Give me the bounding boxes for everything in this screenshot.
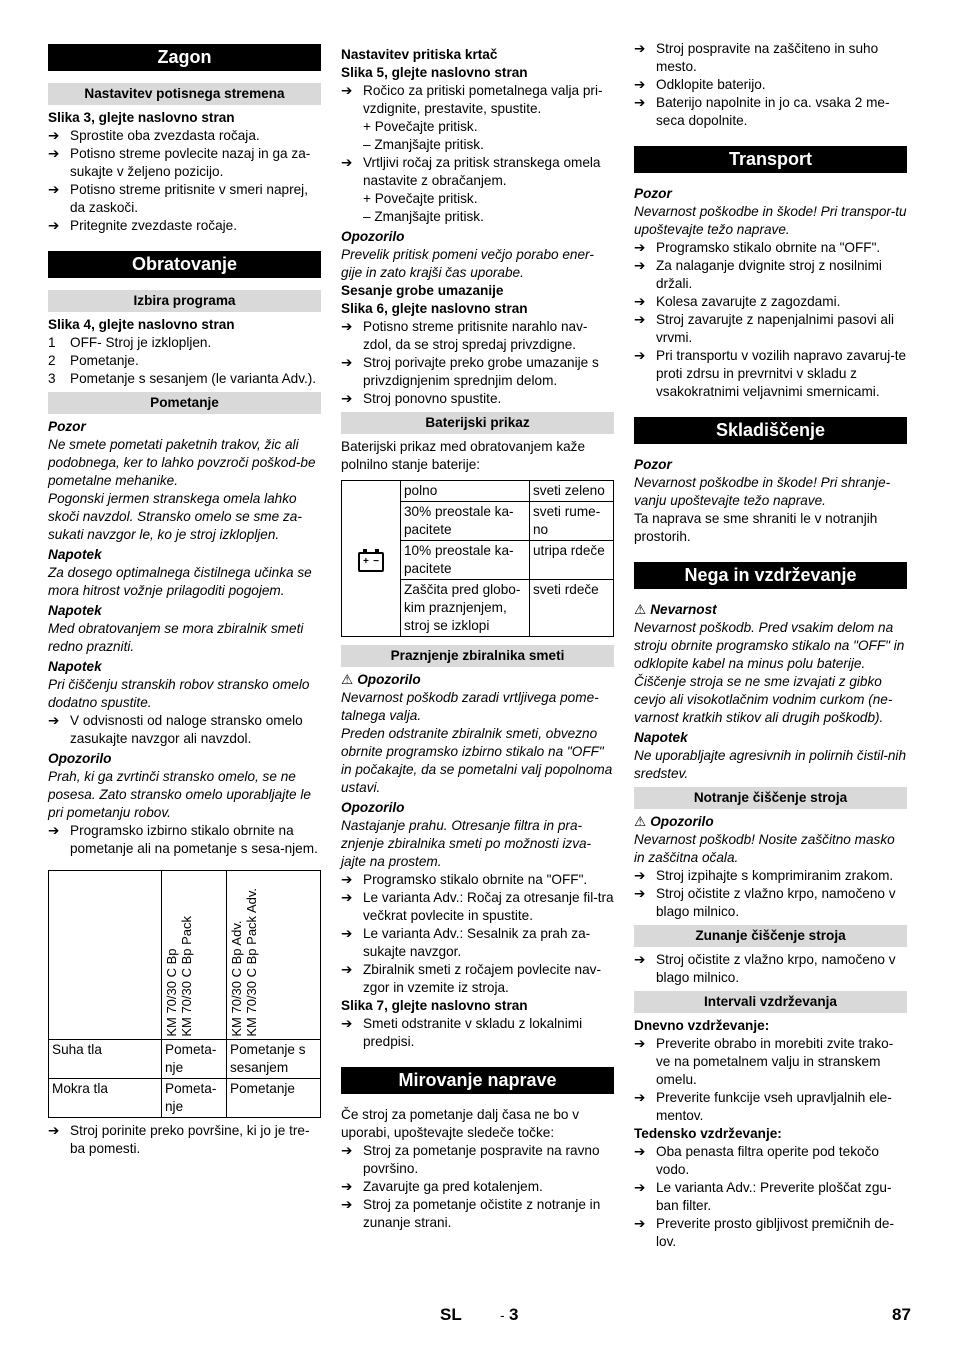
arrow-icon: ➔ — [634, 1216, 646, 1231]
caution-text: Nevarnost poškodbe in škode! Pri transpor-tu upoštevajte težo naprave. — [634, 204, 907, 237]
arrow-icon: ➔ — [634, 1180, 646, 1195]
arrow-icon: ➔ — [634, 258, 646, 273]
bullet-item: ➔ Stroj porivajte preko grobe umazanije s privzdignjenim sprednjim delom. — [341, 355, 599, 388]
bullet-item: ➔ Programsko izbirno stikalo obrnite na pometanje ali na pometanje s sesa-njem. — [48, 823, 318, 856]
bullet-item: ➔ Stroj izpihajte s komprimiranim zrakom. — [634, 868, 894, 883]
arrow-icon: ➔ — [634, 312, 646, 327]
bullet-item: ➔ Ročico za pritiski pometalnega valja pri-vzdignite, prestavite, spustite. — [341, 83, 603, 116]
bullet-item: ➔ Zavarujte ga pred kotalenjem. — [341, 1179, 543, 1194]
caution-text: Ne smete pometati paketnih trakov, žic ali podobnega, ker to lahko povzroči poškod-be pometalne mehanike. — [48, 437, 316, 488]
section-heading-mirovanje: Mirovanje naprave — [341, 1067, 614, 1094]
section-heading-skladiscenje: Skladiščenje — [634, 417, 907, 444]
bullet-item: ➔ Le varianta Adv.: Ročaj za otresanje fil-tra večkrat povlecite in spustite. — [341, 890, 614, 923]
bullet-item: ➔ Pritegnite zvezdaste ročaje. — [48, 218, 237, 233]
bullet-item: ➔ Preverite prosto gibljivost premičnih de-lov. — [634, 1216, 894, 1249]
warning-text: Nevarnost poškodb zaradi vrtljivega pome-talnega valja. — [341, 690, 599, 723]
subsection-title: Dnevno vzdrževanje: — [634, 1018, 770, 1033]
arrow-icon: ➔ — [634, 1144, 646, 1159]
numbered-item: 2 Pometanje. — [48, 353, 139, 368]
body-text: Ta naprava se sme shraniti le v notranjih prostorih. — [634, 511, 878, 544]
arrow-icon: ➔ — [48, 713, 60, 728]
body-text: Če stroj za pometanje dalj časa ne bo v uporabi, upoštevajte sledeče točke: — [341, 1107, 580, 1140]
arrow-icon: ➔ — [341, 926, 353, 941]
table-row: 10% preostale ka-pacitete utripa rdeče — [342, 541, 614, 580]
arrow-icon: ➔ — [634, 952, 646, 967]
arrow-icon: ➔ — [341, 319, 353, 334]
arrow-icon: ➔ — [341, 1016, 353, 1031]
arrow-icon: ➔ — [48, 1123, 60, 1138]
arrow-icon: ➔ — [634, 240, 646, 255]
body-text: Baterijski prikaz med obratovanjem kaže polnilno stanje baterije: — [341, 439, 586, 472]
caution-label: Pozor — [634, 186, 672, 201]
bullet-item: ➔ Smeti odstranite v skladu z lokalnimi predpisi. — [341, 1016, 583, 1049]
program-table — [48, 870, 321, 1118]
subheading-izbira: Izbira programa — [48, 290, 321, 312]
warning-label: ⚠ Opozorilo — [634, 814, 714, 829]
bullet-item: ➔ Potisno streme pritisnite v smeri naprej, da zaskoči. — [48, 182, 308, 215]
note-text: Pri čiščenju stranskih robov stransko omelo dodatno spustite. — [48, 677, 310, 710]
bullet-item: ➔ Preverite obrabo in morebiti zvite trako-ve na pometalnem valju in stranskem omelu. — [634, 1036, 894, 1087]
danger-text: Nevarnost poškodb. Pred vsakim delom na stroju obrnite programsko stikalo na "OFF" in odklopite kabel na minus polu baterije. Čiščenje stroja se ne sme izvajati z gibko cevjo ali visokotlačnim vodnim curkom (ne-varnost kratkih stikov ali drugih poškodb). — [634, 620, 905, 725]
danger-label: ⚠ Nevarnost — [634, 602, 717, 617]
warning-label: Opozorilo — [341, 800, 405, 815]
bullet-item: ➔ Potisno streme povlecite nazaj in ga za-sukajte v željeno pozicijo. — [48, 146, 311, 179]
subheading-intervali: Intervali vzdrževanja — [634, 991, 907, 1013]
warning-triangle-icon: ⚠ — [634, 814, 647, 829]
bullet-item: ➔ Stroj pospravite na zaščiteno in suho mesto. — [634, 41, 879, 74]
section-heading-zagon: Zagon — [48, 44, 321, 71]
bullet-item: ➔ Programsko stikalo obrnite na "OFF". — [341, 872, 588, 887]
bullet-item: ➔ Sprostite oba zvezdasta ročaja. — [48, 128, 260, 143]
warning-text: Nastajanje prahu. Otresanje filtra in pra-znjenje zbiralnika smeti po možnosti izva-jajte na prostem. — [341, 818, 592, 869]
figure-ref: Slika 7, glejte naslovno stran — [341, 998, 528, 1013]
bullet-item: ➔ Odklopite baterijo. — [634, 77, 766, 92]
arrow-icon: ➔ — [341, 890, 353, 905]
subheading-nastavitev: Nastavitev potisnega stremena — [48, 83, 321, 105]
bullet-item: ➔ Stroj očistite z vlažno krpo, namočeno v blago milnico. — [634, 886, 896, 919]
bullet-item: ➔ Le varianta Adv.: Preverite ploščat zgu-ban filter. — [634, 1180, 892, 1213]
bullet-item: ➔ Stroj zavarujte z napenjalnimi pasovi ali vrvmi. — [634, 312, 895, 345]
note-text: Za dosego optimalnega čistilnega učinka se mora hitrost vožnje prilagoditi pogojem. — [48, 565, 312, 598]
warning-triangle-icon: ⚠ — [634, 602, 647, 617]
arrow-icon: ➔ — [634, 77, 646, 92]
bullet-item: ➔ Stroj očistite z vlažno krpo, namočeno v blago milnico. — [634, 952, 896, 985]
indent-text: + Povečajte pritisk. — [363, 191, 478, 206]
arrow-icon: ➔ — [48, 823, 60, 838]
table-header: KM 70/30 C Bp Adv. KM 70/30 C Bp Pack Adv. — [227, 871, 321, 1040]
bullet-item: ➔ Za nalaganje dvignite stroj z nosilnimi držali. — [634, 258, 882, 291]
subheading-praznjenje: Praznjenje zbiralnika smeti — [341, 645, 614, 667]
indent-text: – Zmanjšajte pritisk. — [363, 209, 484, 224]
battery-table — [341, 480, 614, 637]
arrow-icon: ➔ — [341, 355, 353, 370]
bullet-item: ➔ Preverite funkcije vseh upravljalnih ele-mentov. — [634, 1090, 892, 1123]
arrow-icon: ➔ — [634, 41, 646, 56]
footer-separator: - — [500, 1307, 505, 1323]
table-row: + − polno sveti zeleno — [342, 481, 614, 502]
table-row: 30% preostale ka-pacitete sveti rume-no — [342, 502, 614, 541]
table-header: KM 70/30 C Bp KM 70/30 C Bp Pack — [162, 871, 227, 1040]
bullet-item: ➔ Programsko stikalo obrnite na "OFF". — [634, 240, 881, 255]
bullet-item: ➔ Potisno streme pritisnite narahlo nav-zdol, da se stroj spredaj privzdigne. — [341, 319, 588, 352]
language-code: SL — [440, 1305, 462, 1324]
arrow-icon: ➔ — [341, 155, 353, 170]
arrow-icon: ➔ — [634, 1090, 646, 1105]
numbered-item: 3 Pometanje s sesanjem (le varianta Adv.). — [48, 371, 317, 386]
battery-icon: + − — [358, 552, 384, 572]
arrow-icon: ➔ — [634, 294, 646, 309]
table-row: Zaščita pred globo-kim praznjenjem, stroj se izklopi sveti rdeče — [342, 580, 614, 637]
indent-text: – Zmanjšajte pritisk. — [363, 137, 484, 152]
bullet-item: ➔ V odvisnosti od naloge stransko omelo zasukajte navzgor ali navzdol. — [48, 713, 303, 746]
table-row: Suha tla Pometa-nje Pometanje s sesanjem — [49, 1040, 321, 1079]
arrow-icon: ➔ — [341, 391, 353, 406]
bullet-item: ➔ Oba penasta filtra operite pod tekočo vodo. — [634, 1144, 879, 1177]
note-text: Med obratovanjem se mora zbiralnik smeti redno prazniti. — [48, 621, 304, 654]
subsection-title: Nastavitev pritiska krtač — [341, 47, 498, 62]
note-label: Napotek — [48, 603, 102, 618]
bullet-item: ➔ Vrtljivi ročaj za pritisk stranskega omela nastavite z obračanjem. — [341, 155, 601, 188]
page-footer — [0, 1306, 954, 1330]
note-label: Napotek — [634, 730, 688, 745]
arrow-icon: ➔ — [634, 348, 646, 363]
bullet-item: ➔ Le varianta Adv.: Sesalnik za prah za-sukajte navzgor. — [341, 926, 591, 959]
column-2 — [341, 46, 614, 1232]
caution-text: Pogonski jermen stranskega omela lahko skoči navzdol. Stransko omelo se sme za-sukati navzgor le, ko je stroj izklopljen. — [48, 491, 302, 542]
warning-triangle-icon: ⚠ — [341, 672, 354, 687]
bullet-item: ➔ Zbiralnik smeti z ročajem povlecite nav-zgor in vzemite iz stroja. — [341, 962, 601, 995]
arrow-icon: ➔ — [48, 128, 60, 143]
arrow-icon: ➔ — [341, 83, 353, 98]
warning-text: Prah, ki ga zvrtinči stransko omelo, se ne posesa. Zato stransko omelo uporabljajte le pri pometanju robov. — [48, 769, 311, 820]
page-number: 87 — [892, 1305, 911, 1324]
note-label: Napotek — [48, 547, 102, 562]
caution-text: Nevarnost poškodbe in škode! Pri shranje-vanju upoštevajte težo naprave. — [634, 475, 891, 508]
arrow-icon: ➔ — [48, 182, 60, 197]
figure-ref: Slika 5, glejte naslovno stran — [341, 65, 528, 80]
table-corner — [49, 871, 162, 1040]
arrow-icon: ➔ — [341, 1143, 353, 1158]
warning-label: ⚠ Opozorilo — [341, 672, 421, 687]
section-heading-obratovanje: Obratovanje — [48, 251, 321, 278]
warning-text: Prevelik pritisk pomeni večjo porabo ener-gije in zato krajši čas uporabe. — [341, 247, 594, 280]
numbered-item: 1 OFF- Stroj je izklopljen. — [48, 335, 212, 350]
bullet-item: ➔ Pri transportu v vozilih napravo zavaruj-te proti zdrsu in prevrnitvi v skladu z vsakokratnimi veljavnimi smernicami. — [634, 348, 907, 399]
subheading-notranje: Notranje čiščenje stroja — [634, 787, 907, 809]
warning-text: Nevarnost poškodb! Nosite zaščitno masko in zaščitna očala. — [634, 832, 895, 865]
column-1 — [48, 40, 321, 1158]
indent-text: + Povečajte pritisk. — [363, 119, 478, 134]
section-number: 3 — [509, 1305, 519, 1324]
arrow-icon: ➔ — [48, 146, 60, 161]
note-text: Ne uporabljajte agresivnih in polirnih čistil-nih sredstev. — [634, 748, 907, 781]
warning-label: Opozorilo — [48, 751, 112, 766]
arrow-icon: ➔ — [634, 886, 646, 901]
section-heading-transport: Transport — [634, 146, 907, 173]
arrow-icon: ➔ — [48, 218, 60, 233]
warning-text: Preden odstranite zbiralnik smeti, obvezno obrnite programsko izbirno stikalo na "OFF" in počakajte, da se pometalni valj popolnoma ustavi. — [341, 726, 613, 795]
subheading-zunanje: Zunanje čiščenje stroja — [634, 925, 907, 947]
subheading-pometanje: Pometanje — [48, 392, 321, 414]
arrow-icon: ➔ — [341, 1179, 353, 1194]
warning-label: Opozorilo — [341, 229, 405, 244]
arrow-icon: ➔ — [341, 1197, 353, 1212]
bullet-item: ➔ Stroj za pometanje očistite z notranje in zunanje strani. — [341, 1197, 601, 1230]
arrow-icon: ➔ — [634, 1036, 646, 1051]
arrow-icon: ➔ — [341, 872, 353, 887]
bullet-item: ➔ Stroj za pometanje pospravite na ravno površino. — [341, 1143, 600, 1176]
bullet-item: ➔ Baterijo napolnite in jo ca. vsaka 2 me-seca dopolnite. — [634, 95, 890, 128]
subsection-title: Tedensko vzdrževanje: — [634, 1126, 782, 1141]
figure-ref: Slika 3, glejte naslovno stran — [48, 110, 235, 125]
bullet-item: ➔ Stroj porinite preko površine, ki jo je tre-ba pomesti. — [48, 1123, 310, 1156]
table-row: Mokra tla Pometa-nje Pometanje — [49, 1079, 321, 1118]
caution-label: Pozor — [634, 457, 672, 472]
subheading-baterijski: Baterijski prikaz — [341, 412, 614, 434]
section-heading-nega: Nega in vzdrževanje — [634, 562, 907, 589]
bullet-item: ➔ Stroj ponovno spustite. — [341, 391, 502, 406]
bullet-item: ➔ Kolesa zavarujte z zagozdami. — [634, 294, 841, 309]
arrow-icon: ➔ — [341, 962, 353, 977]
arrow-icon: ➔ — [634, 95, 646, 110]
figure-ref: Slika 6, glejte naslovno stran — [341, 301, 528, 316]
arrow-icon: ➔ — [634, 868, 646, 883]
battery-icon-cell — [342, 481, 401, 637]
note-label: Napotek — [48, 659, 102, 674]
caution-label: Pozor — [48, 419, 86, 434]
column-3 — [634, 40, 907, 1251]
figure-ref: Slika 4, glejte naslovno stran — [48, 317, 235, 332]
subsection-title: Sesanje grobe umazanije — [341, 283, 504, 298]
